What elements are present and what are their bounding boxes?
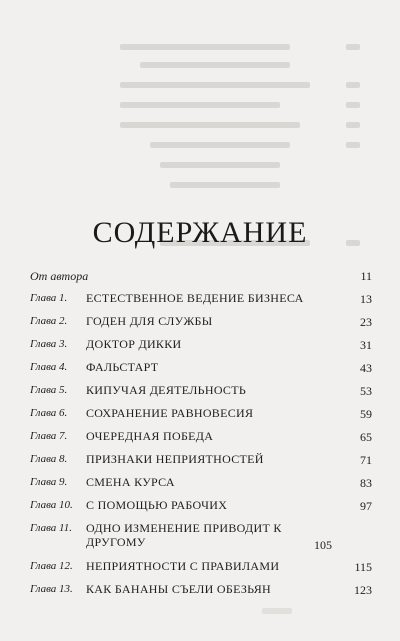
- toc-entry[interactable]: [30, 429, 372, 452]
- toc-chapter-number: Глава 9.: [30, 476, 68, 488]
- toc-page-number: 97: [360, 499, 372, 513]
- toc-entry[interactable]: [30, 406, 372, 429]
- toc-page-number: 31: [360, 338, 372, 352]
- toc-chapter-title: ГОДЕН ДЛЯ СЛУЖБЫ: [86, 314, 213, 328]
- bleed-number: [346, 142, 360, 148]
- toc-entry[interactable]: [30, 498, 372, 521]
- toc-chapter-title: ОДНО ИЗМЕНЕНИЕ ПРИВОДИТ К ДРУГОМУ: [86, 521, 282, 549]
- toc-entry[interactable]: [30, 452, 372, 475]
- toc-chapter-title: С ПОМОЩЬЮ РАБОЧИХ: [86, 498, 228, 512]
- bleed-line: [120, 82, 310, 88]
- toc-chapter-title: НЕПРИЯТНОСТИ С ПРАВИЛАМИ: [86, 559, 280, 573]
- toc-page-number: 53: [360, 384, 372, 398]
- toc-page-number: 11: [360, 269, 372, 283]
- toc-chapter-number: Глава 6.: [30, 407, 68, 419]
- toc-page-number: 65: [360, 430, 372, 444]
- toc-page-number: 115: [354, 560, 372, 574]
- toc-chapter-number: Глава 1.: [30, 292, 68, 304]
- bleed-number: [346, 102, 360, 108]
- toc-chapter-title: ОЧЕРЕДНАЯ ПОБЕДА: [86, 429, 214, 443]
- toc-entry[interactable]: [30, 291, 372, 314]
- bleed-number: [346, 82, 360, 88]
- toc-chapter-title: КИПУЧАЯ ДЕЯТЕЛЬНОСТЬ: [86, 383, 247, 397]
- toc-page-number: 23: [360, 315, 372, 329]
- bleed-number: [346, 44, 360, 50]
- bleed-number: [346, 122, 360, 128]
- toc-chapter-title: СОХРАНЕНИЕ РАВНОВЕСИЯ: [86, 406, 254, 420]
- toc-chapter-number: Глава 12.: [30, 560, 73, 572]
- toc-chapter-title: ФАЛЬСТАРТ: [86, 360, 159, 374]
- table-of-contents: [30, 268, 372, 605]
- bleed-line: [120, 44, 290, 50]
- toc-chapter-title: ПРИЗНАКИ НЕПРИЯТНОСТЕЙ: [86, 452, 264, 466]
- toc-chapter-number: Глава 7.: [30, 430, 68, 442]
- toc-chapter-number: Глава 3.: [30, 338, 68, 350]
- bleed-footer: [262, 608, 292, 614]
- toc-chapter-number: Глава 13.: [30, 583, 73, 595]
- toc-page-number: 71: [360, 453, 372, 467]
- toc-entry[interactable]: [30, 559, 372, 582]
- toc-entry[interactable]: [30, 268, 372, 291]
- bleed-line: [160, 162, 280, 168]
- toc-page-number: 59: [360, 407, 372, 421]
- toc-entry[interactable]: [30, 582, 372, 605]
- toc-page-number: 83: [360, 476, 372, 490]
- page-title: СОДЕРЖАНИЕ: [92, 216, 308, 250]
- toc-chapter-number: Глава 10.: [30, 499, 73, 511]
- toc-chapter-number: Глава 11.: [30, 522, 72, 534]
- bleed-line: [150, 142, 290, 148]
- toc-entry[interactable]: [30, 383, 372, 406]
- bleed-line: [120, 122, 300, 128]
- toc-chapter-number: От автора: [30, 269, 89, 283]
- toc-page-number: 105: [314, 538, 332, 552]
- bleed-line: [170, 182, 280, 188]
- toc-chapter-title: ДОКТОР ДИККИ: [86, 337, 182, 351]
- bleed-line: [120, 102, 280, 108]
- toc-entry[interactable]: [30, 521, 372, 559]
- toc-entry[interactable]: [30, 475, 372, 498]
- toc-chapter-title: СМЕНА КУРСА: [86, 475, 175, 489]
- toc-chapter-number: Глава 5.: [30, 384, 68, 396]
- toc-chapter-title: ЕСТЕСТВЕННОЕ ВЕДЕНИЕ БИЗНЕСА: [86, 291, 304, 305]
- toc-page-number: 43: [360, 361, 372, 375]
- toc-page-number: 13: [360, 292, 372, 306]
- toc-entry[interactable]: [30, 360, 372, 383]
- toc-chapter-number: Глава 4.: [30, 361, 68, 373]
- bleed-line: [140, 62, 290, 68]
- toc-chapter-number: Глава 8.: [30, 453, 68, 465]
- toc-chapter-title: КАК БАНАНЫ СЪЕЛИ ОБЕЗЬЯН: [86, 582, 271, 596]
- toc-chapter-number: Глава 2.: [30, 315, 68, 327]
- toc-page-number: 123: [354, 583, 372, 597]
- toc-entry[interactable]: [30, 314, 372, 337]
- toc-entry[interactable]: [30, 337, 372, 360]
